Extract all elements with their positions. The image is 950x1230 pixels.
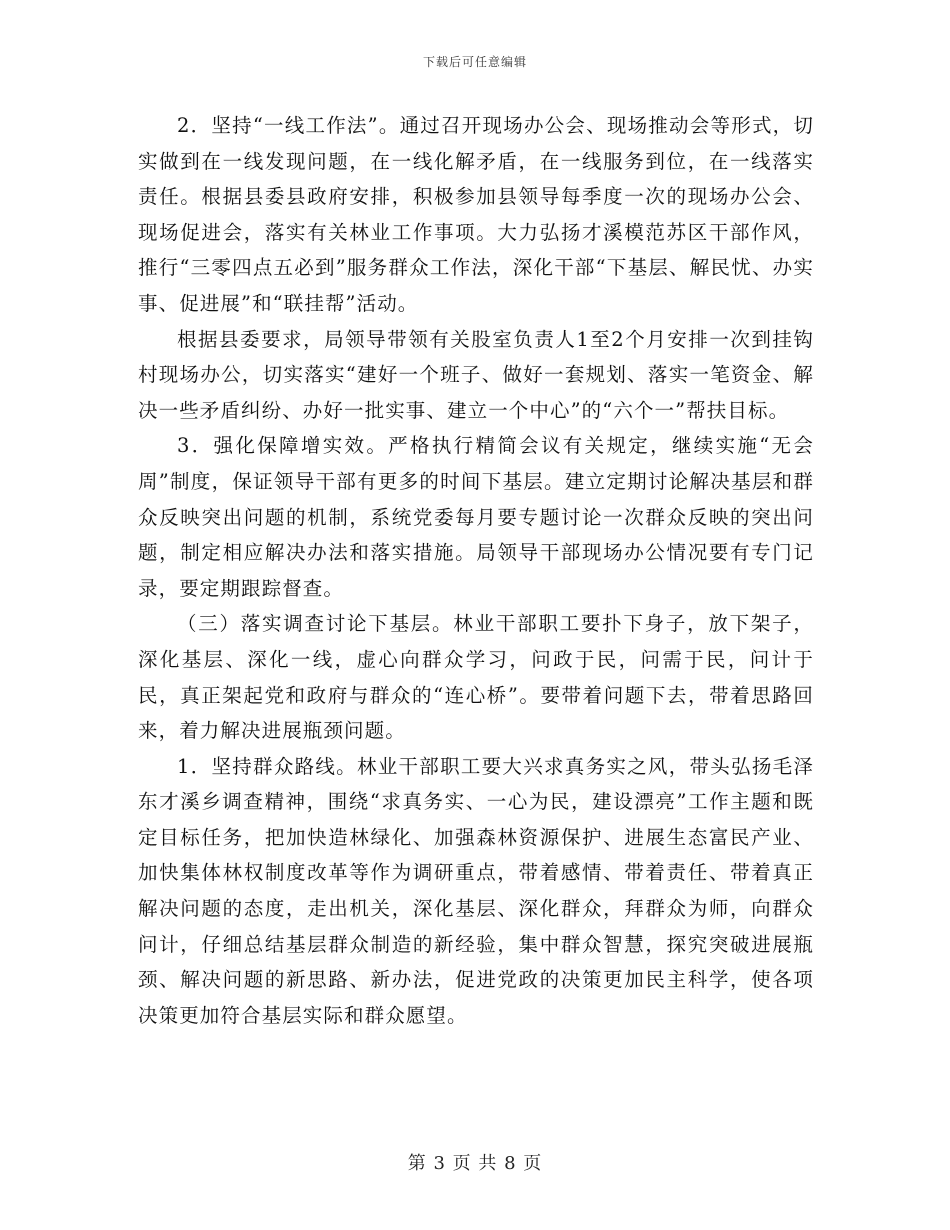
paragraph: （三）落实调查讨论下基层。林业干部职工要扑下身子，放下架子，深化基层、深化一线，虚心向群众学习，问政于民，问需于民，问计于民，真正架起党和政府与群众的“连心桥”。要带着问题下去，带着思路回来，着力解决进展瓶颈问题。 bbox=[138, 612, 814, 743]
paragraph: 2．坚持“一线工作法”。通过召开现场办公会、现场推动会等形式，切实做到在一线发现问题，在一线化解矛盾，在一线服务到位，在一线落实责任。根据县委县政府安排，积极参加县领导每季度一次的现场办公会、现场促进会，落实有关林业工作事项。大力弘扬才溪模范苏区干部作风，推行“三零四点五必到”服务群众工作法，深化干部“下基层、解民忧、办实事、促进展”和“联挂帮”活动。 bbox=[138, 114, 814, 315]
document-body bbox=[138, 108, 814, 1033]
paragraph: 3．强化保障增实效。严格执行精简会议有关规定，继续实施“无会周”制度，保证领导干部有更多的时间下基层。建立定期讨论解决基层和群众反映突出问题的机制，系统党委每月要专题讨论一次群众反映的突出问题，制定相应解决办法和落实措施。局领导干部现场办公情况要有专门记录，要定期跟踪督查。 bbox=[138, 434, 814, 600]
page-header: 下载后可任意编辑 bbox=[422, 55, 527, 69]
page-number: 第 3 页 共 8 页 bbox=[407, 1153, 543, 1174]
paragraph: 1．坚持群众路线。林业干部职工要大兴求真务实之风，带头弘扬毛泽东才溪乡调查精神，围绕“求真务实、一心为民，建设漂亮”工作主题和既定目标任务，把加快造林绿化、加强森林资源保护、进展生态富民产业、加快集体林权制度改革等作为调研重点，带着感情、带着责任、带着真正解决问题的态度，走出机关，深化基层、深化群众，拜群众为师，向群众问计，仔细总结基层群众制造的新经验，集中群众智慧，探究突破进展瓶颈、解决问题的新思路、新办法，促进党政的决策更加民主科学，使各项决策更加符合基层实际和群众愿望。 bbox=[138, 754, 814, 1027]
paragraph: 根据县委要求，局领导带领有关股室负责人1至2个月安排一次到挂钩村现场办公，切实落实“建好一个班子、做好一套规划、落实一笔资金、解决一些矛盾纠纷、办好一批实事、建立一个中心”的“六个一”帮扶目标。 bbox=[138, 327, 814, 422]
